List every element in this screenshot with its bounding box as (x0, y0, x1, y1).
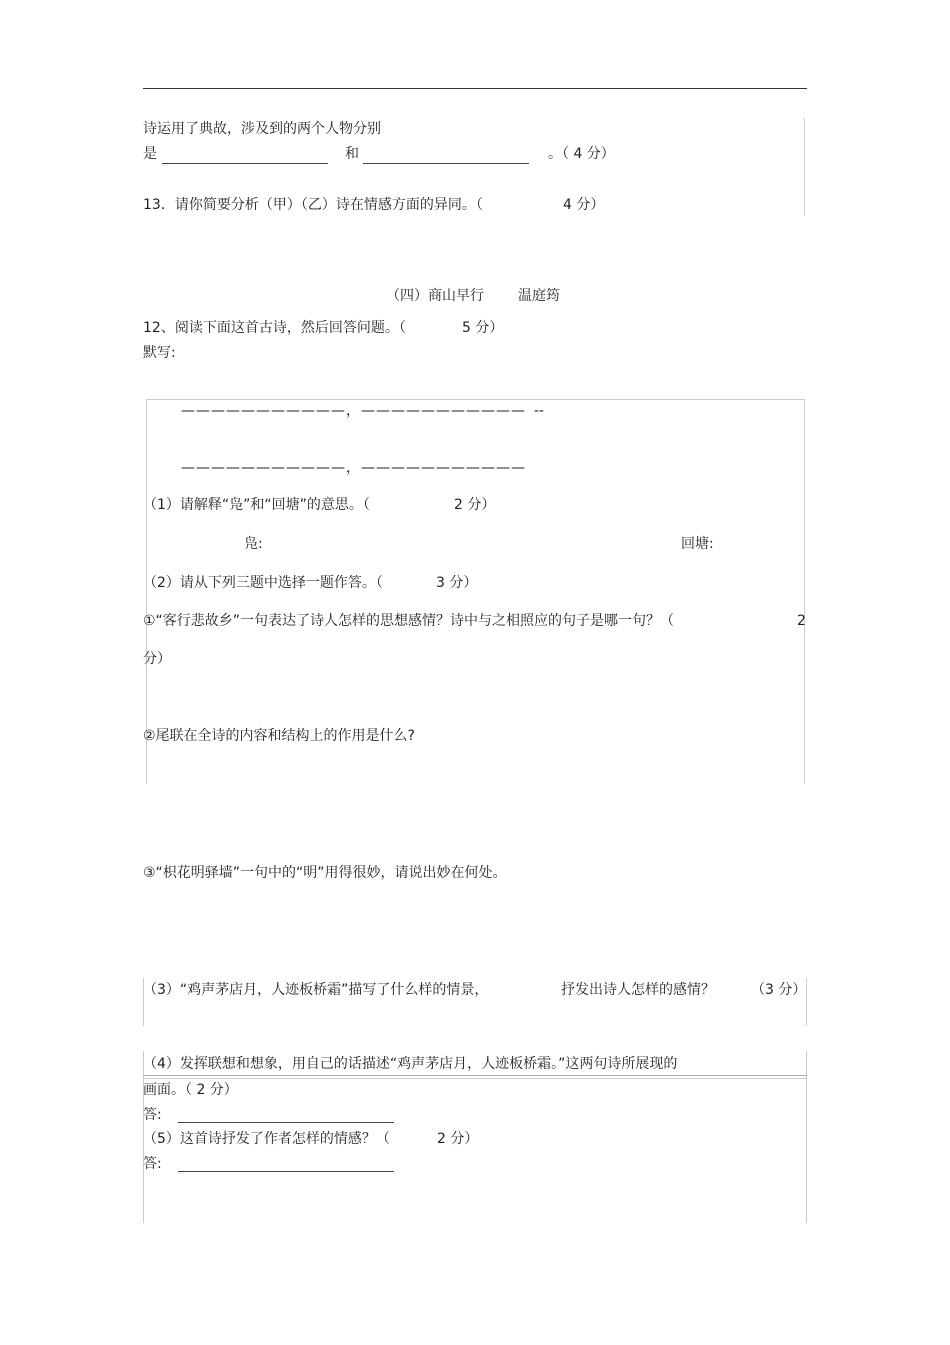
option-3: ③“枳花明驿墙”一句中的“明”用得很妙，请说出妙在何处。 (143, 865, 507, 881)
box-border-right-2 (804, 399, 805, 784)
box-border-top (146, 399, 805, 400)
question-13-score: 4 分） (563, 197, 605, 213)
top-text-line1: 诗运用了典故，涉及到的两个人物分别 (143, 121, 381, 137)
sub5-answer-label: 答: (143, 1156, 162, 1172)
option-1: ①“客行悲故乡”一句表达了诗人怎样的思想感情？诗中与之相照应的句子是哪一句？（ (143, 613, 675, 629)
sub5-answer-blank[interactable] (178, 1171, 394, 1172)
question-12-score: 5 分） (462, 320, 504, 336)
question-13: 13．请你简要分析（甲）（乙）诗在情感方面的异同。（ (143, 197, 483, 213)
sub-question-3-score: （3 分） (751, 982, 807, 998)
top-text-line2-shi: 是 (143, 146, 157, 162)
header-rule (143, 88, 807, 89)
sub-question-3-b: 抒发出诗人怎样的感情？ (561, 982, 715, 998)
top-text-line2-he: 和 (345, 146, 359, 162)
poem-title: （四）商山早行 (386, 288, 484, 304)
dictation-row-1[interactable]: ———————————，——————————— (181, 403, 526, 419)
answer-blank-person2[interactable] (363, 163, 529, 164)
box-border-right (804, 118, 805, 216)
sub4-divider-2 (143, 1078, 807, 1079)
fu-label: 凫: (244, 536, 263, 552)
sub-question-2-score: 3 分） (436, 575, 478, 591)
sub4-border-right (806, 1051, 807, 1223)
sub4-divider (143, 1075, 807, 1076)
option-1-score-num: 2 (797, 613, 806, 629)
sub-question-5: （5）这首诗抒发了作者怎样的情感？（ (143, 1131, 390, 1147)
sub4-answer-label: 答: (143, 1107, 162, 1123)
sub-question-1: （1）请解释“凫”和“回塘”的意思。（ (143, 497, 370, 513)
question-12-prompt: 12、阅读下面这首古诗，然后回答问题。（ (143, 320, 406, 336)
answer-blank-person1[interactable] (162, 163, 328, 164)
sub-question-3: （3）“鸡声茅店月，人迹板桥霜”描写了什么样的情景， (143, 982, 489, 998)
sub-question-5-score: 2 分） (437, 1131, 479, 1147)
poem-author: 温庭筠 (518, 288, 560, 304)
sub-question-2: （2）请从下列三题中选择一题作答。（ (143, 575, 383, 591)
dictation-row-2[interactable]: ———————————，——————————— (181, 460, 526, 476)
sub-question-4-b: 画面。（ 2 分） (143, 1082, 238, 1098)
sub-question-4: （4）发挥联想和想象，用自己的话描述“鸡声茅店月，人迹板桥霜。”这两句诗所展现的 (143, 1056, 678, 1072)
dictation-label: 默写: (143, 345, 176, 361)
huitang-label: 回塘: (681, 536, 714, 552)
sub-question-1-score: 2 分） (454, 497, 496, 513)
option-1-score-unit: 分） (143, 651, 171, 667)
sub4-answer-blank[interactable] (178, 1122, 394, 1123)
dictation-row-1-tail: -- (534, 403, 545, 419)
option-2: ②尾联在全诗的内容和结构上的作用是什么? (143, 728, 415, 744)
top-text-line2-score: 。（ 4 分） (548, 146, 615, 162)
